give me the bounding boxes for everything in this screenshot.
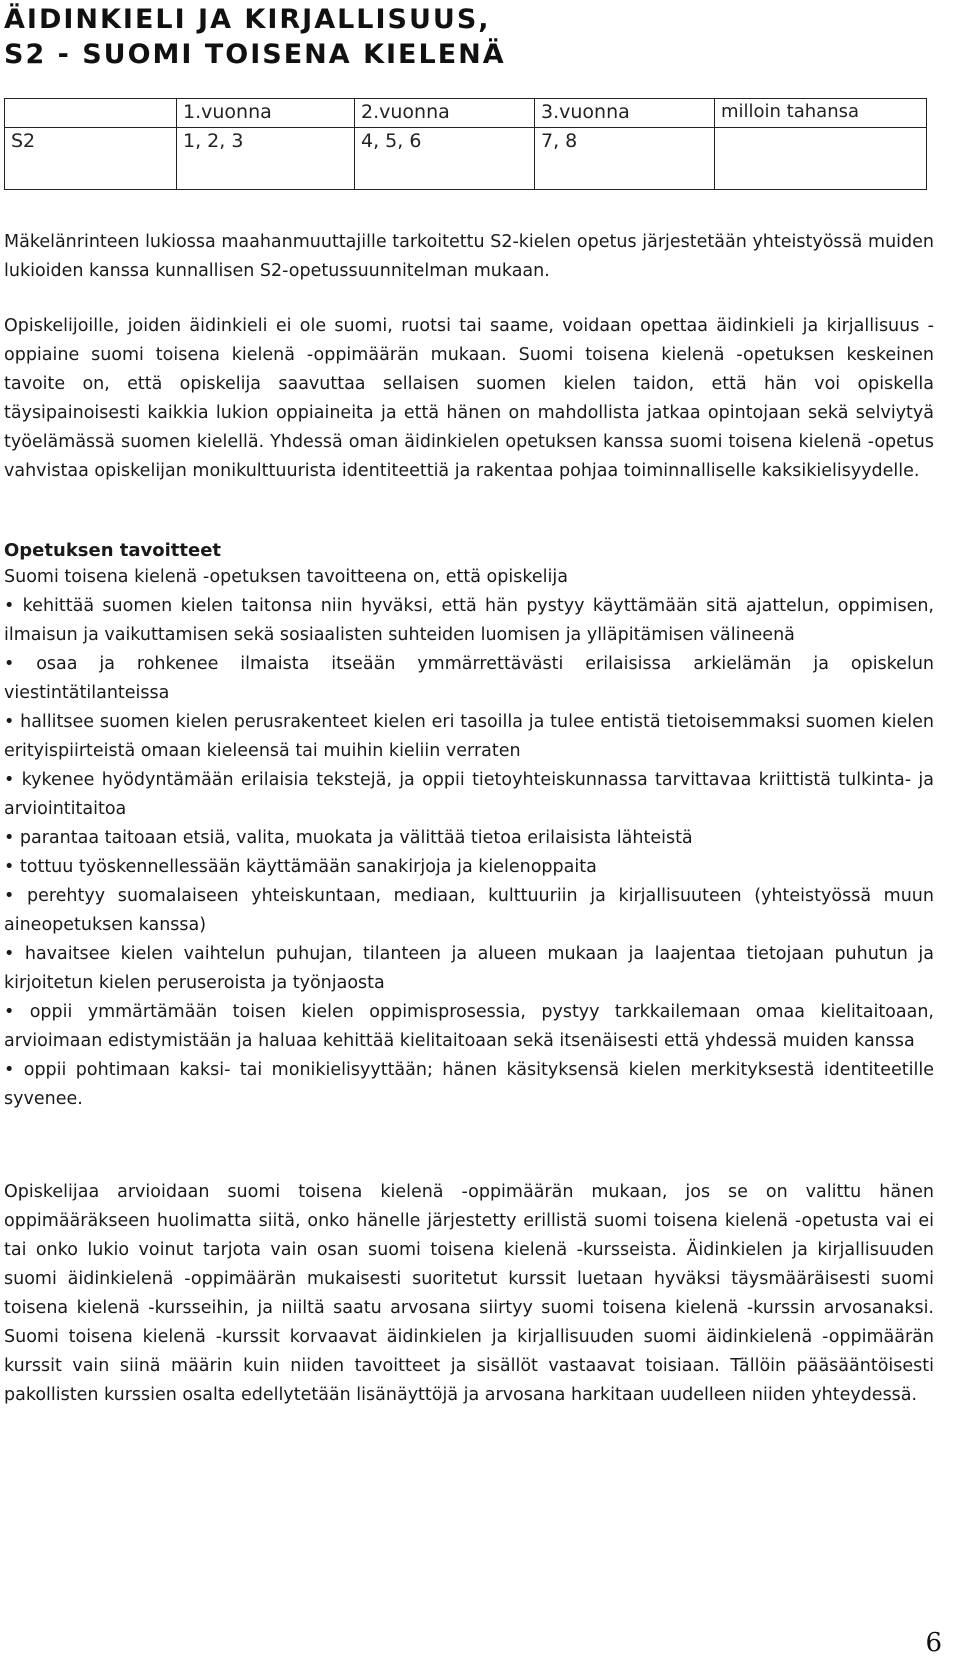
schedule-anytime-cell — [715, 128, 927, 190]
document-title — [4, 2, 506, 72]
schedule-subject-cell: S2 — [5, 128, 177, 190]
goals-heading: Opetuksen tavoitteet — [4, 540, 222, 561]
title-line-2: S2 - SUOMI TOISENA KIELENÄ — [4, 39, 506, 70]
schedule-header-anytime: milloin tahansa — [715, 99, 927, 128]
page-number: 6 — [925, 1628, 942, 1658]
title-line-1: ÄIDINKIELI JA KIRJALLISUUS, — [4, 4, 491, 35]
schedule-header-empty — [5, 99, 177, 128]
schedule-header-year1: 1.vuonna — [177, 99, 355, 128]
schedule-row-s2 — [5, 128, 927, 190]
goals-section — [4, 563, 934, 1114]
schedule-year3-cell: 7, 8 — [535, 128, 715, 190]
schedule-year1-cell: 1, 2, 3 — [177, 128, 355, 190]
goals-lead: Suomi toisena kielenä -opetuksen tavoitteena on, että opiskelija — [4, 567, 568, 587]
goal-item: • oppii pohtimaan kaksi- tai monikielisyyttään; hänen käsityksensä kielen merkityksestä identiteetille syvenee. — [4, 1060, 934, 1109]
assessment-paragraph: Opiskelijaa arvioidaan suomi toisena kielenä -oppimäärän mukaan, jos se on valittu hänen oppimääräkseen huolimatta siitä, onko hänelle järjestetty erillistä suomi toisena kielenä -opetusta vai ei tai onko lukio voinut tarjota vain osan suomi toisena kielenä -kursseista. Äidinkielen ja kirjallisuuden suomi äidinkielenä -oppimäärän mukaisesti suoritetut kurssit luetaan hyväksi täysmääräisesti suomi toisena kielenä -kursseihin, ja niiltä saatu arvosana siirtyy suomi toisena kielenä -kurssin arvosanaksi. Suomi toisena kielenä -kurssit korvaavat äidinkielen ja kirjallisuuden suomi äidinkielenä -oppimäärän kurssit vain siinä määrin kuin niiden tavoitteet ja sisällöt vastaavat toisiaan. Tällöin pääsääntöisesti pakollisten kurssien osalta edellytetään lisänäyttöjä ja arvosana harkitaan uudelleen niiden yhteydessä. — [4, 1182, 934, 1405]
goal-item: • oppii ymmärtämään toisen kielen oppimisprosessia, pystyy tarkkailemaan omaa kielitaitoaan, arvioimaan edistymistään ja haluaa kehittää kielitaitoaan sekä itsenäisesti että yhdessä muiden kanssa — [4, 1002, 934, 1051]
goal-description-paragraph: Opiskelijoille, joiden äidinkieli ei ole suomi, ruotsi tai saame, voidaan opettaa äidinkieli ja kirjallisuus -oppiaine suomi toisena kielenä -oppimäärän mukaan. Suomi toisena kielenä -opetuksen keskeinen tavoite on, että opiskelija saavuttaa sellaisen suomen kielen taidon, että hän voi opiskella täysipainoisesti kaikkia lukion oppiaineita ja että hänen on mahdollista jatkaa opintojaan sekä selviytyä työelämässä suomen kielellä. Yhdessä oman äidinkielen opetuksen kanssa suomi toisena kielenä -opetus vahvistaa opiskelijan monikulttuurista identiteettiä ja rakentaa pohjaa toiminnalliselle kaksikielisyydelle. — [4, 316, 934, 481]
schedule-header-row — [5, 99, 927, 128]
course-schedule-table — [4, 98, 927, 190]
goal-item: • kykenee hyödyntämään erilaisia tekstejä, ja oppii tietoyhteiskunnassa tarvittavaa kriittistä tulkinta- ja arviointitaitoa — [4, 770, 934, 819]
intro-paragraph: Mäkelänrinteen lukiossa maahanmuuttajille tarkoitettu S2-kielen opetus järjestetään yhteistyössä muiden lukioiden kanssa kunnallisen S2-opetussuunnitelman mukaan. — [4, 232, 934, 281]
goal-item: • tottuu työskennellessään käyttämään sanakirjoja ja kielenoppaita — [4, 857, 597, 877]
goal-item: • osaa ja rohkenee ilmaista itseään ymmärrettävästi erilaisissa arkielämän ja opiskelun viestintätilanteissa — [4, 654, 934, 703]
schedule-year2-cell: 4, 5, 6 — [355, 128, 535, 190]
goal-item: • perehtyy suomalaiseen yhteiskuntaan, mediaan, kulttuuriin ja kirjallisuuteen (yhteistyössä muun aineopetuksen kanssa) — [4, 886, 934, 935]
goal-item: • havaitsee kielen vaihtelun puhujan, tilanteen ja alueen mukaan ja laajentaa tietojaan puhutun ja kirjoitetun kielen peruseroista ja työnjaosta — [4, 944, 934, 993]
goal-item: • parantaa taitoaan etsiä, valita, muokata ja välittää tietoa erilaisista lähteistä — [4, 828, 693, 848]
schedule-header-year2: 2.vuonna — [355, 99, 535, 128]
schedule-header-year3: 3.vuonna — [535, 99, 715, 128]
goal-item: • kehittää suomen kielen taitonsa niin hyväksi, että hän pystyy käyttämään sitä ajattelun, oppimisen, ilmaisun ja vaikuttamisen sekä sosiaalisten suhteiden luomisen ja ylläpitämisen välineenä — [4, 596, 934, 645]
goal-item: • hallitsee suomen kielen perusrakenteet kielen eri tasoilla ja tulee entistä tietoisemmaksi suomen kielen erityispiirteistä omaan kieleensä tai muihin kieliin verraten — [4, 712, 934, 761]
